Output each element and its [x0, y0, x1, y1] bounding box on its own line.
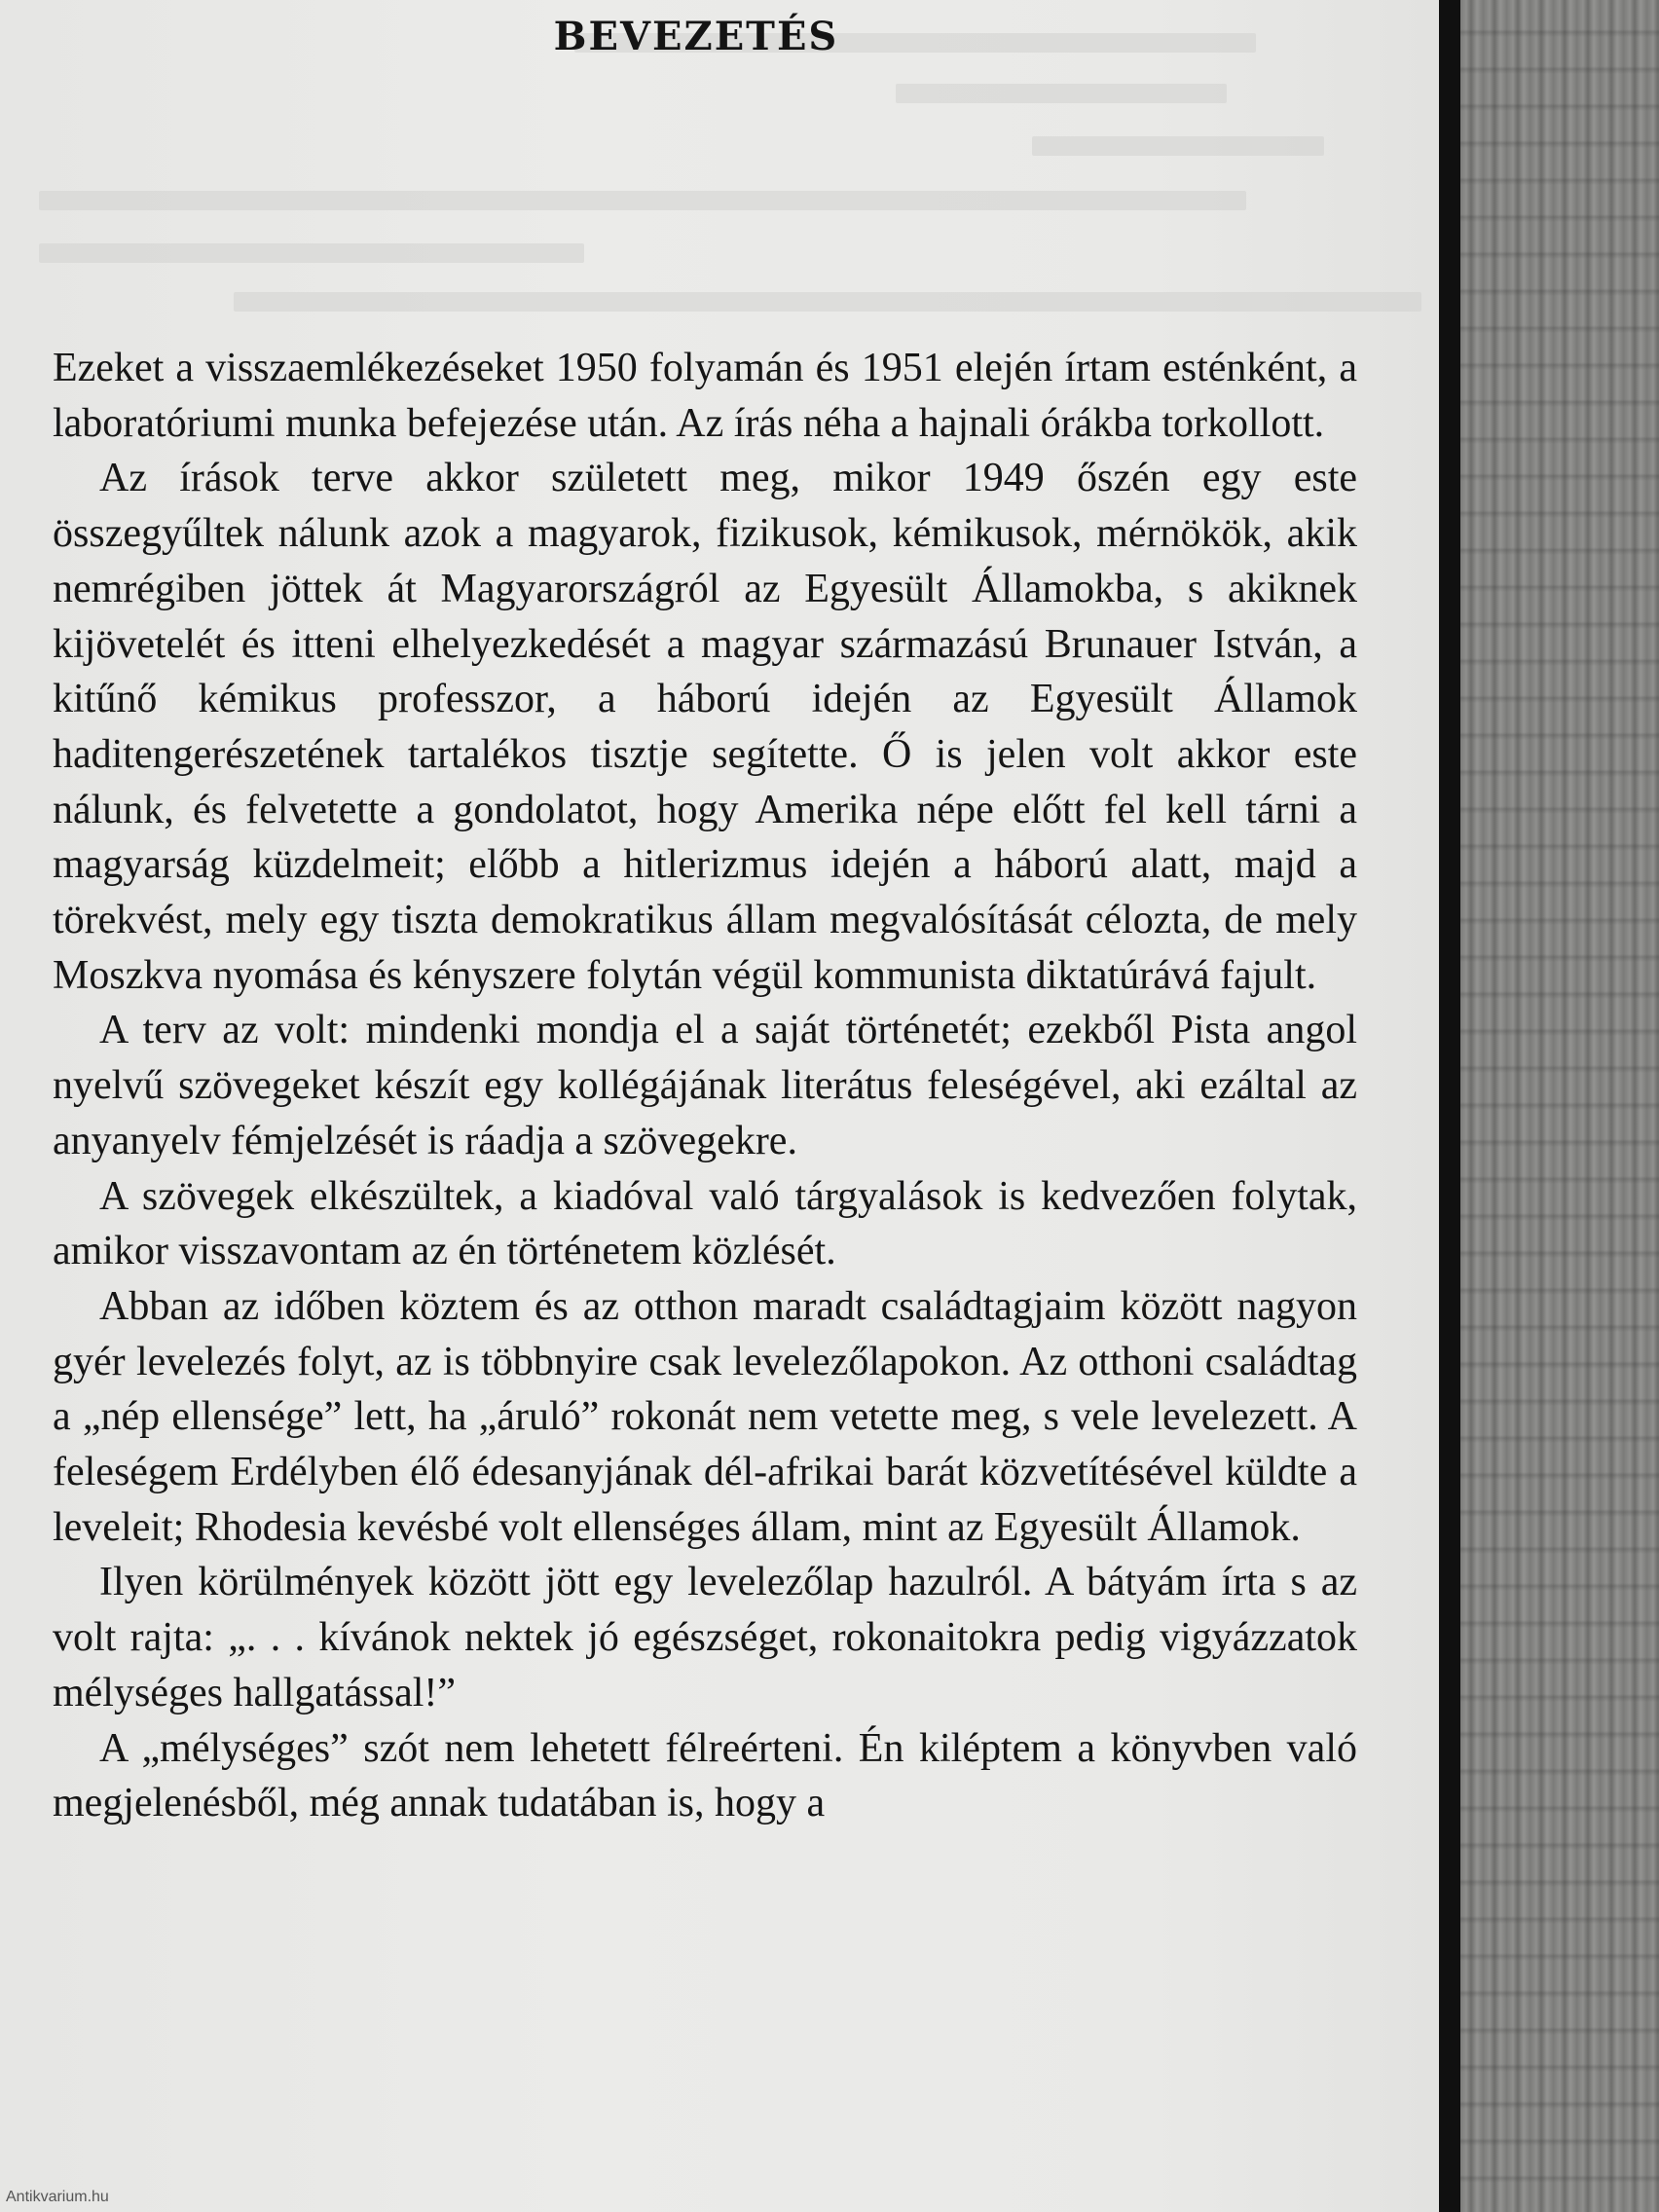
- paragraph: Az írások terve akkor született meg, mikor 1949 őszén egy este összegyűltek nálunk azok a magyarok, fizikusok, kémikusok, mérnökök, akik nemrégiben jöttek át Magyarországról az Egyesült Államokba, s akiknek kijövetelét és itteni elhelyezkedését a magyar származású Brunauer István, a kitűnő kémikus professzor, a háború idején az Egyesült Államok haditengerészetének tartalékos tisztje segítette. Ő is jelen volt akkor este nálunk, és felvetette a gondolatot, hogy Amerika népe előtt fel kell tárni a magyarság küzdelmeit; előbb a hitlerizmus idején a háború alatt, majd a törekvést, mely egy tiszta demokratikus állam megvalósítását célozta, de mely Moszkva nyomása és kényszere folytán végül kommunista diktatúrává fajult.: [53, 456, 1357, 998]
- watermark: Antikvarium.hu: [6, 2189, 109, 2205]
- paragraph: A terv az volt: mindenki mondja el a saját történetét; ezekből Pista angol nyelvű szövegeket készít egy kollégájának literátus feleségével, aki ezáltal az anyanyelv fémjelzését is ráadja a szövegekre.: [53, 1008, 1357, 1163]
- wood-grain: [1460, 0, 1659, 2212]
- paragraph: Ezeket a visszaemlékezéseket 1950 folyamán és 1951 elején írtam esténként, a laboratóriumi munka befejezése után. Az írás néha a hajnali órákba torkollott.: [53, 346, 1357, 446]
- paragraph: Abban az időben köztem és az otthon maradt családtagjaim között nagyon gyér levelezés folyt, az is többnyire csak levelezőlapokon. Az otthoni családtag a „nép ellensége” lett, ha „áruló” rokonát nem vetette meg, s vele levelezett. A feleségem Erdélyben élő édesanyjának dél-afrikai barát közvetítésével küldte a leveleit; Rhodesia kevésbé volt ellenséges állam, mint az Egyesült Államok.: [53, 1283, 1357, 1550]
- paragraph: Ilyen körülmények között jött egy levelezőlap hazulról. A bátyám írta s az volt rajta: „. . . kívánok nektek jó egészséget, rokonaitokra pedig vigyázzatok mélységes hallgatással!”: [53, 1560, 1357, 1715]
- chapter-heading: BEVEZETÉS: [553, 14, 839, 59]
- paragraph: A szövegek elkészültek, a kiadóval való tárgyalások is kedvezően folytak, amikor visszavontam az én történetem közlését.: [53, 1173, 1357, 1274]
- paragraph: A „mélységes” szót nem lehetett félreérteni. Én kiléptem a könyvben való megjelenésből, még annak tudatában is, hogy a: [53, 1725, 1357, 1826]
- book-edge: [1439, 0, 1460, 2212]
- body-text: [53, 341, 1357, 1831]
